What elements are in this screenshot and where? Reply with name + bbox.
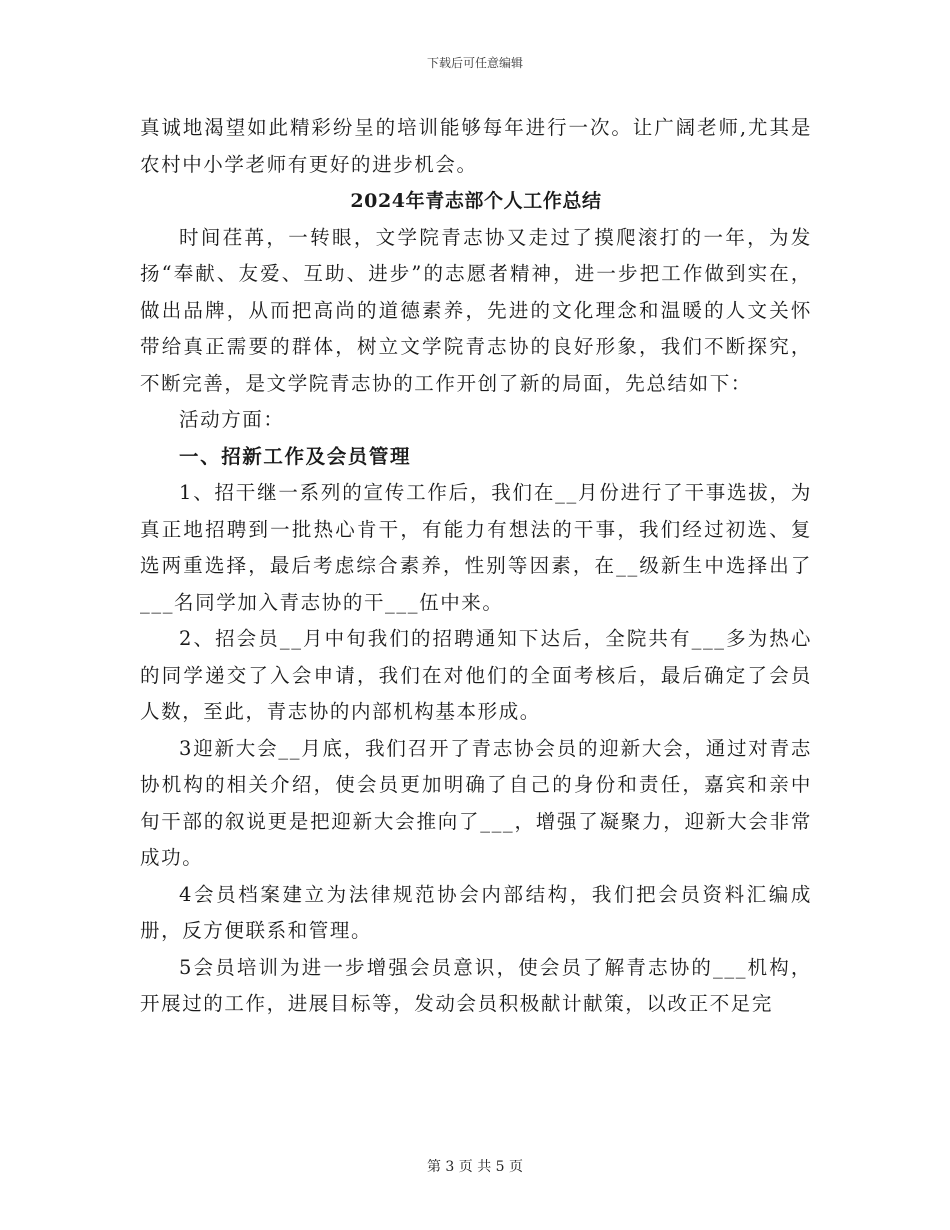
list-item-member-training: 5会员培训为进一步增强会员意识，使会员了解青志协的___机构，开展过的工作，进展目标等，发动会员积极献计献策，以改正不足完 xyxy=(140,955,812,1015)
document-title: 2024年青志部个人工作总结 xyxy=(350,190,602,212)
list-item-recruit-members: 2、招会员__月中旬我们的招聘通知下达后，全院共有___多为热心的同学递交了入会申请，我们在对他们的全面考核后，最后确定了会员人数，至此，青志协的内部机构基本形成。 xyxy=(140,627,812,723)
intro-paragraph: 真诚地渴望如此精彩纷呈的培训能够每年进行一次。让广阔老师,尤其是农村中小学老师有更好的进步机会。 xyxy=(140,116,812,176)
list-item-welcome-meeting: 3迎新大会__月底，我们召开了青志协会员的迎新大会，通过对青志协机构的相关介绍，使会员更加明确了自己的身份和责任，嘉宾和亲中旬干部的叙说更是把迎新大会推向了___，增强了凝聚力，迎新大会非常成功。 xyxy=(140,736,812,869)
list-item-member-records: 4会员档案建立为法律规范协会内部结构，我们把会员资料汇编成册，反方便联系和管理。 xyxy=(140,882,812,942)
header-note: 下载后可任意编辑 xyxy=(426,56,523,70)
page-number: 第 3 页 共 5 页 xyxy=(426,1159,524,1175)
list-item-recruit-staff: 1、招干继一系列的宣传工作后，我们在__月份进行了干事选拔，为真正地招聘到一批热心肯干，有能力有想法的干事，我们经过初选、复选两重选择，最后考虑综合素养，性别等因素，在__级新生中选择出了___名同学加入青志协的干___伍中来。 xyxy=(140,481,812,614)
document-body xyxy=(140,110,812,1023)
summary-paragraph: 时间荏苒，一转眼，文学院青志协又走过了摸爬滚打的一年，为发扬“奉献、友爱、互助、进步”的志愿者精神，进一步把工作做到实在，做出品牌，从而把高尚的道德素养，先进的文化理念和温暖的人文关怀带给真正需要的群体，树立文学院青志协的良好形象，我们不断探究，不断完善，是文学院青志协的工作开创了新的局面，先总结如下： xyxy=(140,225,812,395)
activities-label: 活动方面： xyxy=(179,408,285,431)
section-heading: 一、招新工作及会员管理 xyxy=(179,444,412,468)
